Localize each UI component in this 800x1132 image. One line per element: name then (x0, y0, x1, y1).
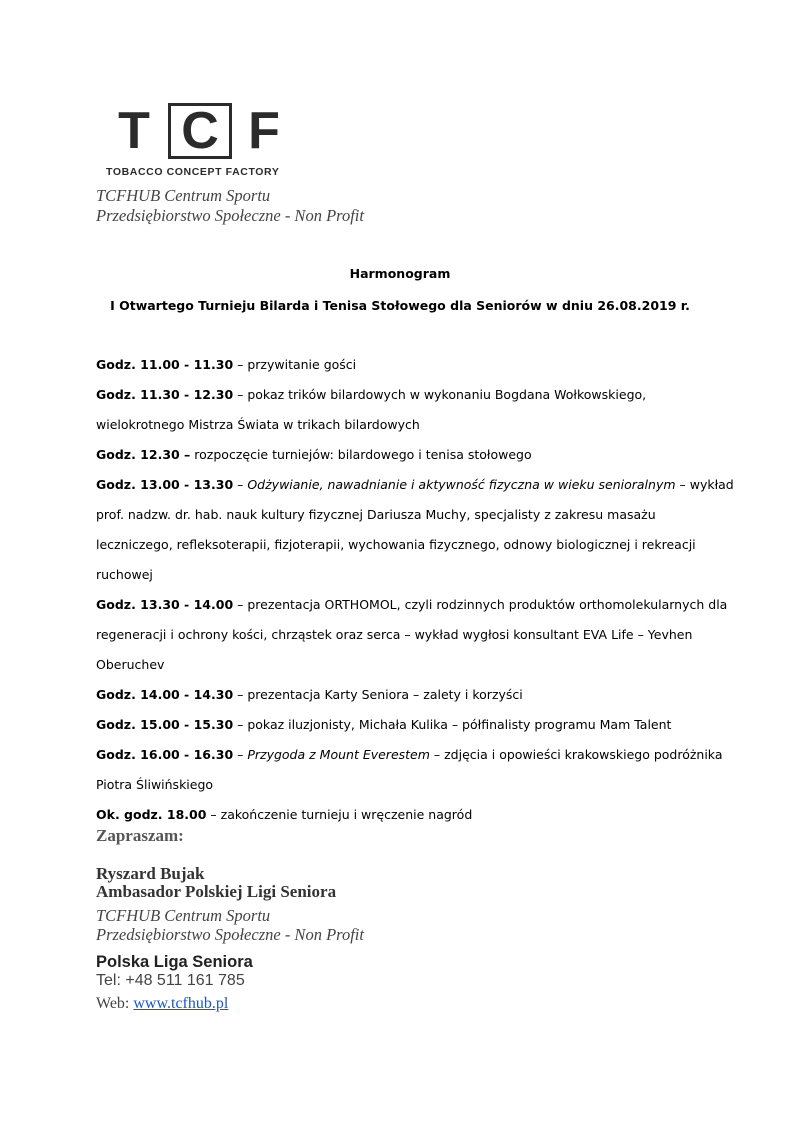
schedule-time: Godz. 16.00 - 16.30 (96, 747, 234, 762)
schedule-time: Godz. 12.30 – (96, 447, 191, 462)
schedule-time: Godz. 13.00 - 13.30 (96, 477, 234, 492)
signatory-role: Ambasador Polskiej Ligi Seniora (96, 882, 337, 901)
schedule-separator: – (233, 687, 248, 702)
schedule-time: Godz. 11.00 - 11.30 (96, 357, 234, 372)
schedule-time: Godz. 15.00 - 15.30 (96, 717, 234, 732)
tcf-logo (104, 100, 294, 180)
schedule-separator: – (206, 807, 221, 822)
document-title: Harmonogram (349, 266, 451, 281)
schedule-separator: – (233, 387, 248, 402)
schedule-italic: Odżywianie, nawadnianie i aktywność fizyczna w wieku senioralnym (247, 477, 676, 492)
schedule-time: Ok. godz. 18.00 (96, 807, 207, 822)
schedule-separator: – (233, 747, 248, 762)
schedule-text: zakończenie turnieju i wręczenie nagród (220, 807, 473, 822)
schedule-item (96, 350, 736, 380)
schedule-text: przywitanie gości (247, 357, 357, 372)
phone-number: Tel: +48 511 161 785 (96, 972, 245, 989)
schedule-text: – wykład prof. nadzw. dr. hab. nauk kultury fizycznej Dariusza Muchy, specjalisty z zakresu masażu leczniczego, refleksoterapii, fizjoterapii, wychowania fizycznego, odnowy biologicznej i rekreacji ruchowej (96, 477, 734, 582)
schedule-item (96, 380, 736, 440)
schedule-text: prezentacja Karty Seniora – zalety i korzyści (247, 687, 523, 702)
liga-name: Polska Liga Seniora (96, 953, 253, 971)
schedule-separator: – (233, 597, 248, 612)
schedule-item (96, 470, 736, 590)
invite-text: Zapraszam: (96, 826, 184, 845)
schedule-time: Godz. 11.30 - 12.30 (96, 387, 234, 402)
schedule-time: Godz. 13.30 - 14.00 (96, 597, 234, 612)
schedule-item (96, 440, 736, 470)
schedule-list (96, 350, 736, 830)
schedule-item (96, 710, 736, 740)
schedule-text: prezentacja ORTHOMOL, czyli rodzinnych produktów orthomolekularnych dla regeneracji i ochrony kości, chrząstek oraz serca – wykład wygłosi konsultant EVA Life – Yevhen Oberuchev (96, 597, 728, 672)
website-link[interactable]: www.tcfhub.pl (133, 995, 229, 1012)
schedule-item (96, 800, 736, 830)
schedule-item (96, 740, 736, 800)
logo-letter-f: F (248, 102, 280, 160)
org-name-header: TCFHUB Centrum Sportu (96, 186, 271, 205)
schedule-separator: – (233, 357, 248, 372)
schedule-italic: Przygoda z Mount Everestem (247, 747, 430, 762)
schedule-separator: – (233, 477, 248, 492)
schedule-item (96, 590, 736, 680)
schedule-text: rozpoczęcie turniejów: bilardowego i tenisa stołowego (194, 447, 532, 462)
org-type-header: Przedsiębiorstwo Społeczne - Non Profit (96, 206, 364, 225)
schedule-time: Godz. 14.00 - 14.30 (96, 687, 234, 702)
schedule-item (96, 680, 736, 710)
schedule-text: pokaz trików bilardowych w wykonaniu Bogdana Wołkowskiego, wielokrotnego Mistrza Świata w trikach bilardowych (96, 387, 647, 432)
web-row (96, 995, 228, 1013)
logo-subtitle: TOBACCO CONCEPT FACTORY (106, 166, 280, 178)
schedule-separator: – (233, 717, 248, 732)
logo-box (168, 103, 232, 159)
web-label: Web: (96, 995, 134, 1012)
logo-letter-t: T (118, 102, 150, 160)
schedule-text: – zdjęcia i opowieści krakowskiego podróżnika Piotra Śliwińskiego (96, 747, 723, 792)
footer-org-type: Przedsiębiorstwo Społeczne - Non Profit (96, 925, 364, 944)
logo-letter-c: C (181, 102, 219, 160)
footer-org-name: TCFHUB Centrum Sportu (96, 906, 271, 925)
signatory-name: Ryszard Bujak (96, 864, 205, 883)
schedule-text: pokaz iluzjonisty, Michała Kulika – półfinalisty programu Mam Talent (247, 717, 672, 732)
document-subtitle: I Otwartego Turnieju Bilarda i Tenisa Stołowego dla Seniorów w dniu 26.08.2019 r. (110, 298, 690, 313)
